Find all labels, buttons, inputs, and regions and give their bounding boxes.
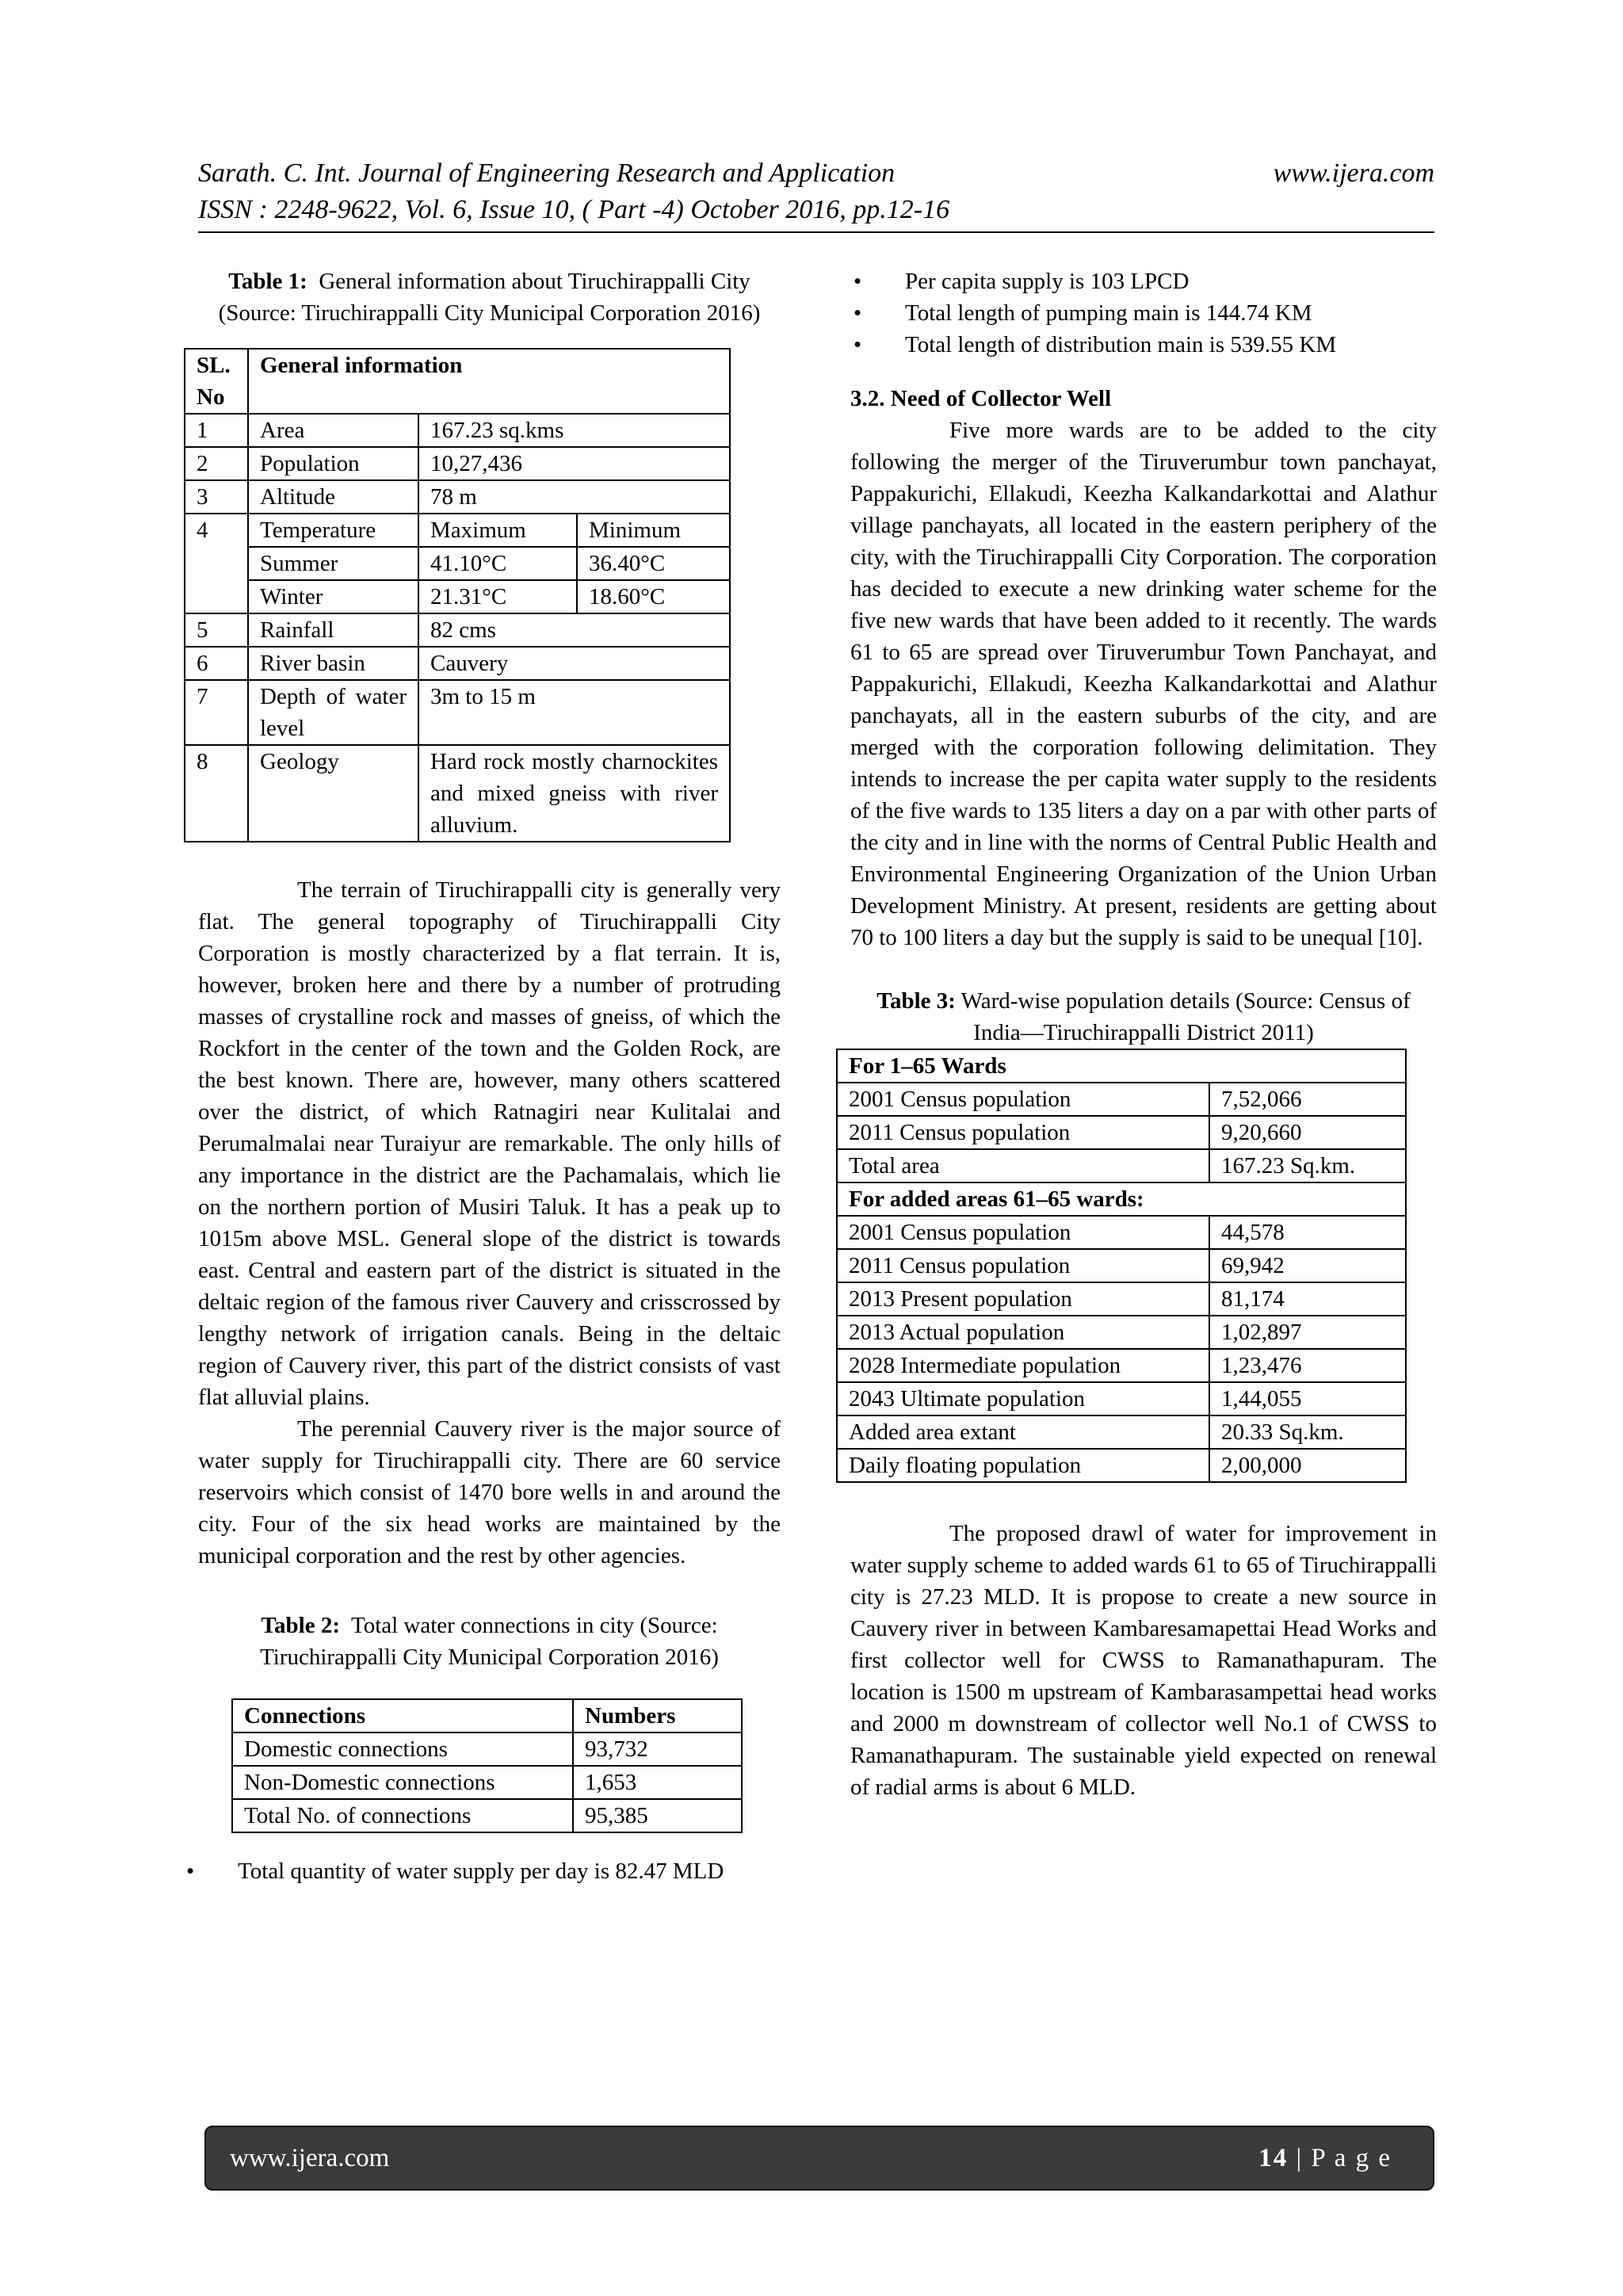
table3-ward-population [836,1049,1407,1483]
table-cell: Total area [837,1149,1209,1182]
table-cell: 7,52,066 [1209,1083,1406,1116]
table-cell: 2011 Census population [837,1249,1209,1282]
journal-line: Sarath. C. Int. Journal of Engineering Research and Application [198,159,896,188]
table-cell: 2,00,000 [1209,1449,1406,1482]
table1-header-info: General information [248,349,730,414]
table-row [185,480,730,514]
table-cell: Cauvery [418,647,730,680]
table-cell: Minimum [577,514,730,547]
header-rule [198,231,1434,233]
table-row [185,349,730,414]
table-cell: 69,942 [1209,1249,1406,1282]
collector-well-paragraph: Five more wards are to be added to the city following the merger of the Tiruverumbur town panchayat, Pappakurichi, Ellakudi, Keezha Kalkandarkottai and Alathur village panchayats, all located in the eastern periphery of the city, with the Tiruchirappalli City Corporation. The corporation has decided to execute a new drinking water scheme for the five new wards that have been added to it recently. The wards 61 to 65 are spread over Tiruverumbur Town Panchayat, and Pappakurichi, Ellakudi, Keezha Kalkandarkottai and Alathur panchayats, all in the eastern suburbs of the city, and are merged with the corporation following delimitation. They intends to increase the per capita water supply to the residents of the five wards to 135 liters a day on a par with other parts of the city and in line with the norms of Central Public Health and Environmental Engineering Organization of the Union Urban Development Ministry. At present, residents are getting about 70 to 100 liters a day but the supply is said to be unequal [10]. [850,418,1437,950]
table-cell: Rainfall [248,613,418,647]
footer-url[interactable]: www.ijera.com [230,2144,390,2172]
table-cell: Area [248,414,418,447]
table-cell: 8 [185,745,248,842]
table-cell: 20.33 Sq.km. [1209,1415,1406,1449]
table-row [837,1349,1406,1382]
page-label: | P a g e [1296,2144,1392,2172]
table-cell: Summer [248,547,418,580]
table-cell: 36.40°C [577,547,730,580]
table-row [185,613,730,647]
table-row [837,1282,1406,1316]
table-cell: 21.31°C [418,580,577,613]
table-cell: 81,174 [1209,1282,1406,1316]
table-cell: 6 [185,647,248,680]
issn-line: ISSN : 2248-9622, Vol. 6, Issue 10, ( Part -4) October 2016, pp.12-16 [198,195,950,224]
table2-water-connections [231,1698,743,1833]
table3-section-header: For 1–65 Wards [837,1049,1406,1083]
table-row [185,745,730,842]
table-cell: 167.23 Sq.km. [1209,1149,1406,1182]
table-cell: 3 [185,480,248,514]
table-cell: 2013 Actual population [837,1316,1209,1349]
list-item: • Total length of distribution main is 539.55 KM [854,329,1437,361]
table2-caption-label: Table 2: [261,1613,341,1638]
table1-caption [198,266,781,329]
table-cell: Maximum [418,514,577,547]
table3-section-header: For added areas 61–65 wards: [837,1182,1406,1216]
running-header [198,155,1434,228]
list-item: • Per capita supply is 103 LPCD [854,266,1437,297]
page-footer [204,2126,1434,2191]
table-row [837,1382,1406,1415]
section-heading: 3.2. Need of Collector Well [850,386,1112,411]
right-column [850,266,1437,1803]
table-row [837,1049,1406,1083]
table-row [837,1316,1406,1349]
table-cell: 1,23,476 [1209,1349,1406,1382]
table2-caption-text: Total water connections in city (Source: Tiruchirappalli City Municipal Corporation 2016) [260,1613,719,1670]
table-cell: Non-Domestic connections [232,1766,573,1799]
page-number [1258,2127,1392,2189]
table-row [837,1182,1406,1216]
table-cell: 41.10°C [418,547,577,580]
table-cell: 2011 Census population [837,1116,1209,1149]
table-row [837,1249,1406,1282]
table1-caption-text: General information about Tiruchirappalli City (Source: Tiruchirappalli City Municipal Corporation 2016) [218,269,761,326]
terrain-paragraph: The terrain of Tiruchirappalli city is generally very flat. The general topography of Tiruchirappalli City Corporation is mostly characterized by a flat terrain. It is, however, broken here and there by a number of protruding masses of crystalline rock and masses of gneiss, of which the Rockfort in the center of the town and the Golden Rock, are the best known. There are, however, many others scattered over the district, of which Ratnagiri near Kulitalai and Perumalmalai near Turaiyur are remarkable. The only hills of any importance in the district are the Pachamalais, which lie on the northern portion of Musiri Taluk. It has a peak up to 1015m above MSL. General slope of the district is towards east. Central and eastern part of the district is situated in the deltaic region of the famous river Cauvery and crisscrossed by lengthy network of irrigation canals. Being in the deltaic region of Cauvery river, this part of the district consists of vast flat alluvial plains. [198,877,781,1410]
table1-caption-label: Table 1: [228,269,307,294]
table-cell: Domestic connections [232,1733,573,1766]
table-cell: 2001 Census population [837,1083,1209,1116]
list-item: • Total quantity of water supply per day is 82.47 MLD [186,1855,781,1887]
list-item: • Total length of pumping main is 144.74 KM [854,297,1437,329]
table-cell: Winter [248,580,418,613]
table-row [837,1449,1406,1482]
supply-stats-list [854,266,1437,361]
table-row [185,680,730,745]
table-cell: Altitude [248,480,418,514]
table-row [837,1149,1406,1182]
table-cell: Added area extant [837,1415,1209,1449]
table-row [837,1083,1406,1116]
table1-general-info [184,348,731,842]
table2-header-numbers: Numbers [573,1699,742,1733]
table-cell: 2001 Census population [837,1216,1209,1249]
table-cell: Daily floating population [837,1449,1209,1482]
table-cell: Geology [248,745,418,842]
table-cell: 1,02,897 [1209,1316,1406,1349]
table-cell: 2028 Intermediate population [837,1349,1209,1382]
table-row [232,1766,742,1799]
table-cell: Depth of water level [248,680,418,745]
table-cell: 5 [185,613,248,647]
table-row [185,414,730,447]
table-row [185,647,730,680]
supply-bullet-list [186,1855,781,1887]
table-cell: Hard rock mostly charnockites and mixed gneiss with river alluvium. [418,745,730,842]
table-row [232,1699,742,1733]
table-cell: 1,653 [573,1766,742,1799]
table-cell: 95,385 [573,1799,742,1832]
table-cell: Temperature [248,514,418,547]
table-row [232,1799,742,1832]
table-cell: Total No. of connections [232,1799,573,1832]
page-number-value: 14 [1258,2144,1289,2172]
table2-caption [198,1610,781,1673]
table-cell: 167.23 sq.kms [418,414,730,447]
table-row [185,514,730,547]
journal-url[interactable]: www.ijera.com [1273,159,1434,188]
table-cell: 78 m [418,480,730,514]
table-cell: 44,578 [1209,1216,1406,1249]
table-row [837,1216,1406,1249]
table-cell: 7 [185,680,248,745]
table-cell: 2013 Present population [837,1282,1209,1316]
water-supply-paragraph: The perennial Cauvery river is the major source of water supply for Tiruchirappalli city. There are 60 service reservoirs which consist of 1470 bore wells in and around the city. Four of the six head works are maintained by the municipal corporation and the rest by other agencies. [198,1416,781,1568]
table-row [837,1116,1406,1149]
table-cell: 4 [185,514,248,613]
table2-header-connections: Connections [232,1699,573,1733]
table1-header-sl: SL. No [185,349,248,414]
table-cell: Population [248,447,418,480]
table-cell: 2 [185,447,248,480]
table-row [232,1733,742,1766]
table-cell: 82 cms [418,613,730,647]
table-cell: 1 [185,414,248,447]
table-cell: 2043 Ultimate population [837,1382,1209,1415]
table-cell: 18.60°C [577,580,730,613]
table-row [185,547,730,580]
table-cell: 3m to 15 m [418,680,730,745]
table-row [185,447,730,480]
table-row [185,580,730,613]
table-cell: 10,27,436 [418,447,730,480]
table-cell: 9,20,660 [1209,1116,1406,1149]
proposed-drawl-paragraph: The proposed drawl of water for improvement in water supply scheme to added wards 61 to 65 of Tiruchirappalli city is 27.23 MLD. It is propose to create a new source in Cauvery river in between Kambaresamapettai Head Works and first collector well for CWSS to Ramanathapuram. The location is 1500 m upstream of Kambarasampettai head works and 2000 m downstream of collector well No.1 of CWSS to Ramanathapuram. The sustainable yield expected on renewal of radial arms is about 6 MLD. [850,1521,1437,1800]
table3-caption-text: Ward-wise population details (Source: Census of India—Tiruchirappalli District 2011) [960,988,1411,1045]
left-column [198,266,781,1887]
table3-caption-label: Table 3: [876,988,956,1014]
table-cell: 1,44,055 [1209,1382,1406,1415]
table3-caption [850,985,1437,1049]
table-cell: River basin [248,647,418,680]
table-cell: 93,732 [573,1733,742,1766]
table-row [837,1415,1406,1449]
